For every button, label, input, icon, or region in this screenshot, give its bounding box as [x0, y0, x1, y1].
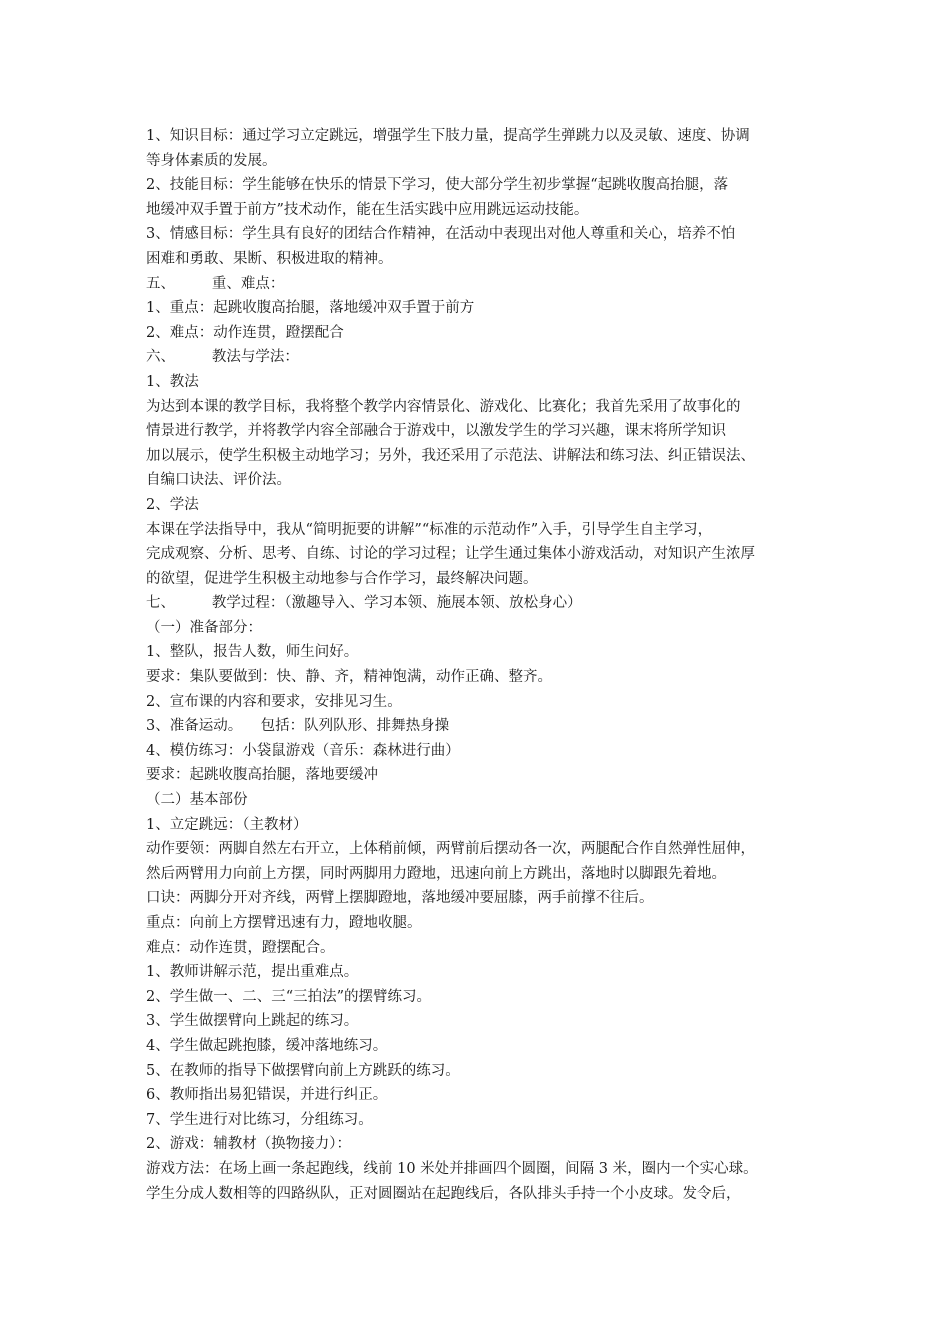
- text-line: 1、整队，报告人数，师生问好。: [146, 644, 359, 661]
- text-line: 2、游戏：辅教材（换物接力）：: [146, 1136, 351, 1153]
- text-line: 口诀：两脚分开对齐线，两臂上摆脚蹬地，落地缓冲要屈膝，两手前撑不往后。: [146, 890, 654, 907]
- text-line: 2、技能目标：学生能够在快乐的情景下学习，使大部分学生初步掌握“起跳收腹高抬腿，落: [146, 177, 729, 194]
- text-line: 3、学生做摆臂向上跳起的练习。: [146, 1013, 359, 1030]
- text-line: 3、准备运动。 包括：队列队形、排舞热身操: [146, 718, 450, 735]
- text-line: 要求：起跳收腹高抬腿，落地要缓冲: [146, 767, 378, 784]
- document-body: [146, 124, 826, 1206]
- text-line: 自编口诀法、评价法。: [146, 472, 291, 489]
- subsection-heading: （一）准备部分：: [146, 619, 262, 636]
- section-heading: 七、 教学过程：（激趣导入、学习本领、施展本领、放松身心）: [146, 595, 582, 612]
- text-line: 5、在教师的指导下做摆臂向前上方跳跃的练习。: [146, 1062, 460, 1079]
- section-heading: 六、 教法与学法：: [146, 349, 299, 366]
- text-line: 完成观察、分析、思考、自练、讨论的学习过程；让学生通过集体小游戏活动，对知识产生浓厚: [146, 546, 755, 563]
- text-line: 2、难点：动作连贯，蹬摆配合: [146, 324, 344, 341]
- text-line: 2、宣布课的内容和要求，安排见习生。: [146, 693, 402, 710]
- text-line: 7、学生进行对比练习，分组练习。: [146, 1111, 373, 1128]
- text-line: 困难和勇敢、果断、积极进取的精神。: [146, 250, 393, 267]
- text-line: 为达到本课的教学目标，我将整个教学内容情景化、游戏化、比赛化；我首先采用了故事化的: [146, 398, 741, 415]
- text-line: 4、学生做起跳抱膝，缓冲落地练习。: [146, 1037, 388, 1054]
- subsection-heading: 2、学法: [146, 496, 199, 513]
- text-line: 1、重点：起跳收腹高抬腿，落地缓冲双手置于前方: [146, 300, 475, 317]
- text-line: 4、模仿练习：小袋鼠游戏（音乐：森林进行曲）: [146, 742, 460, 759]
- subsection-heading: （二）基本部份: [146, 792, 248, 809]
- subsection-heading: 1、教法: [146, 373, 199, 390]
- text-line: 1、知识目标：通过学习立定跳远，增强学生下肢力量，提高学生弹跳力以及灵敏、速度、协调: [146, 128, 750, 144]
- text-line: 1、教师讲解示范，提出重难点。: [146, 964, 359, 981]
- text-line: 1、立定跳远：（主教材）: [146, 816, 308, 833]
- text-line: 6、教师指出易犯错误，并进行纠正。: [146, 1087, 388, 1104]
- text-line: 情景进行教学，并将教学内容全部融合于游戏中，以激发学生的学习兴趣，课末将所学知识: [146, 423, 726, 440]
- text-line: 重点：向前上方摆臂迅速有力，蹬地收腿。: [146, 915, 422, 931]
- text-line: 3、情感目标：学生具有良好的团结合作精神，在活动中表现出对他人尊重和关心，培养不怕: [146, 226, 736, 243]
- text-line: 的欲望，促进学生积极主动地参与合作学习，最终解决问题。: [146, 570, 538, 587]
- text-line: 学生分成人数相等的四路纵队，正对圆圈站在起跑线后，各队排头手持一个小皮球。发令后，: [146, 1185, 741, 1202]
- text-line: 难点：动作连贯，蹬摆配合。: [146, 939, 335, 956]
- text-line: 动作要领：两脚自然左右开立，上体稍前倾，两臂前后摆动各一次，两腿配合作自然弹性屈伸，: [146, 841, 755, 858]
- text-line: 然后两臂用力向前上方摆，同时两脚用力蹬地，迅速向前上方跳出，落地时以脚跟先着地。: [146, 865, 726, 882]
- text-line: 地缓冲双手置于前方”技术动作，能在生活实践中应用跳远运动技能。: [146, 201, 589, 218]
- text-line: 游戏方法：在场上画一条起跑线，线前 10 米处并排画四个圆圈，间隔 3 米，圈内一个实心球。: [146, 1160, 758, 1177]
- text-line: 加以展示，使学生积极主动地学习；另外，我还采用了示范法、讲解法和练习法、纠正错误法、: [146, 447, 755, 464]
- section-heading: 五、 重、难点：: [146, 275, 285, 292]
- text-line: 要求：集队要做到：快、静、齐，精神饱满，动作正确、整齐。: [146, 669, 552, 686]
- text-line: 本课在学法指导中，我从“简明扼要的讲解”“标准的示范动作”入手，引导学生自主学习，: [146, 521, 713, 538]
- text-line: 等身体素质的发展。: [146, 152, 277, 169]
- text-line: 2、学生做一、二、三“三拍法”的摆臂练习。: [146, 988, 432, 1005]
